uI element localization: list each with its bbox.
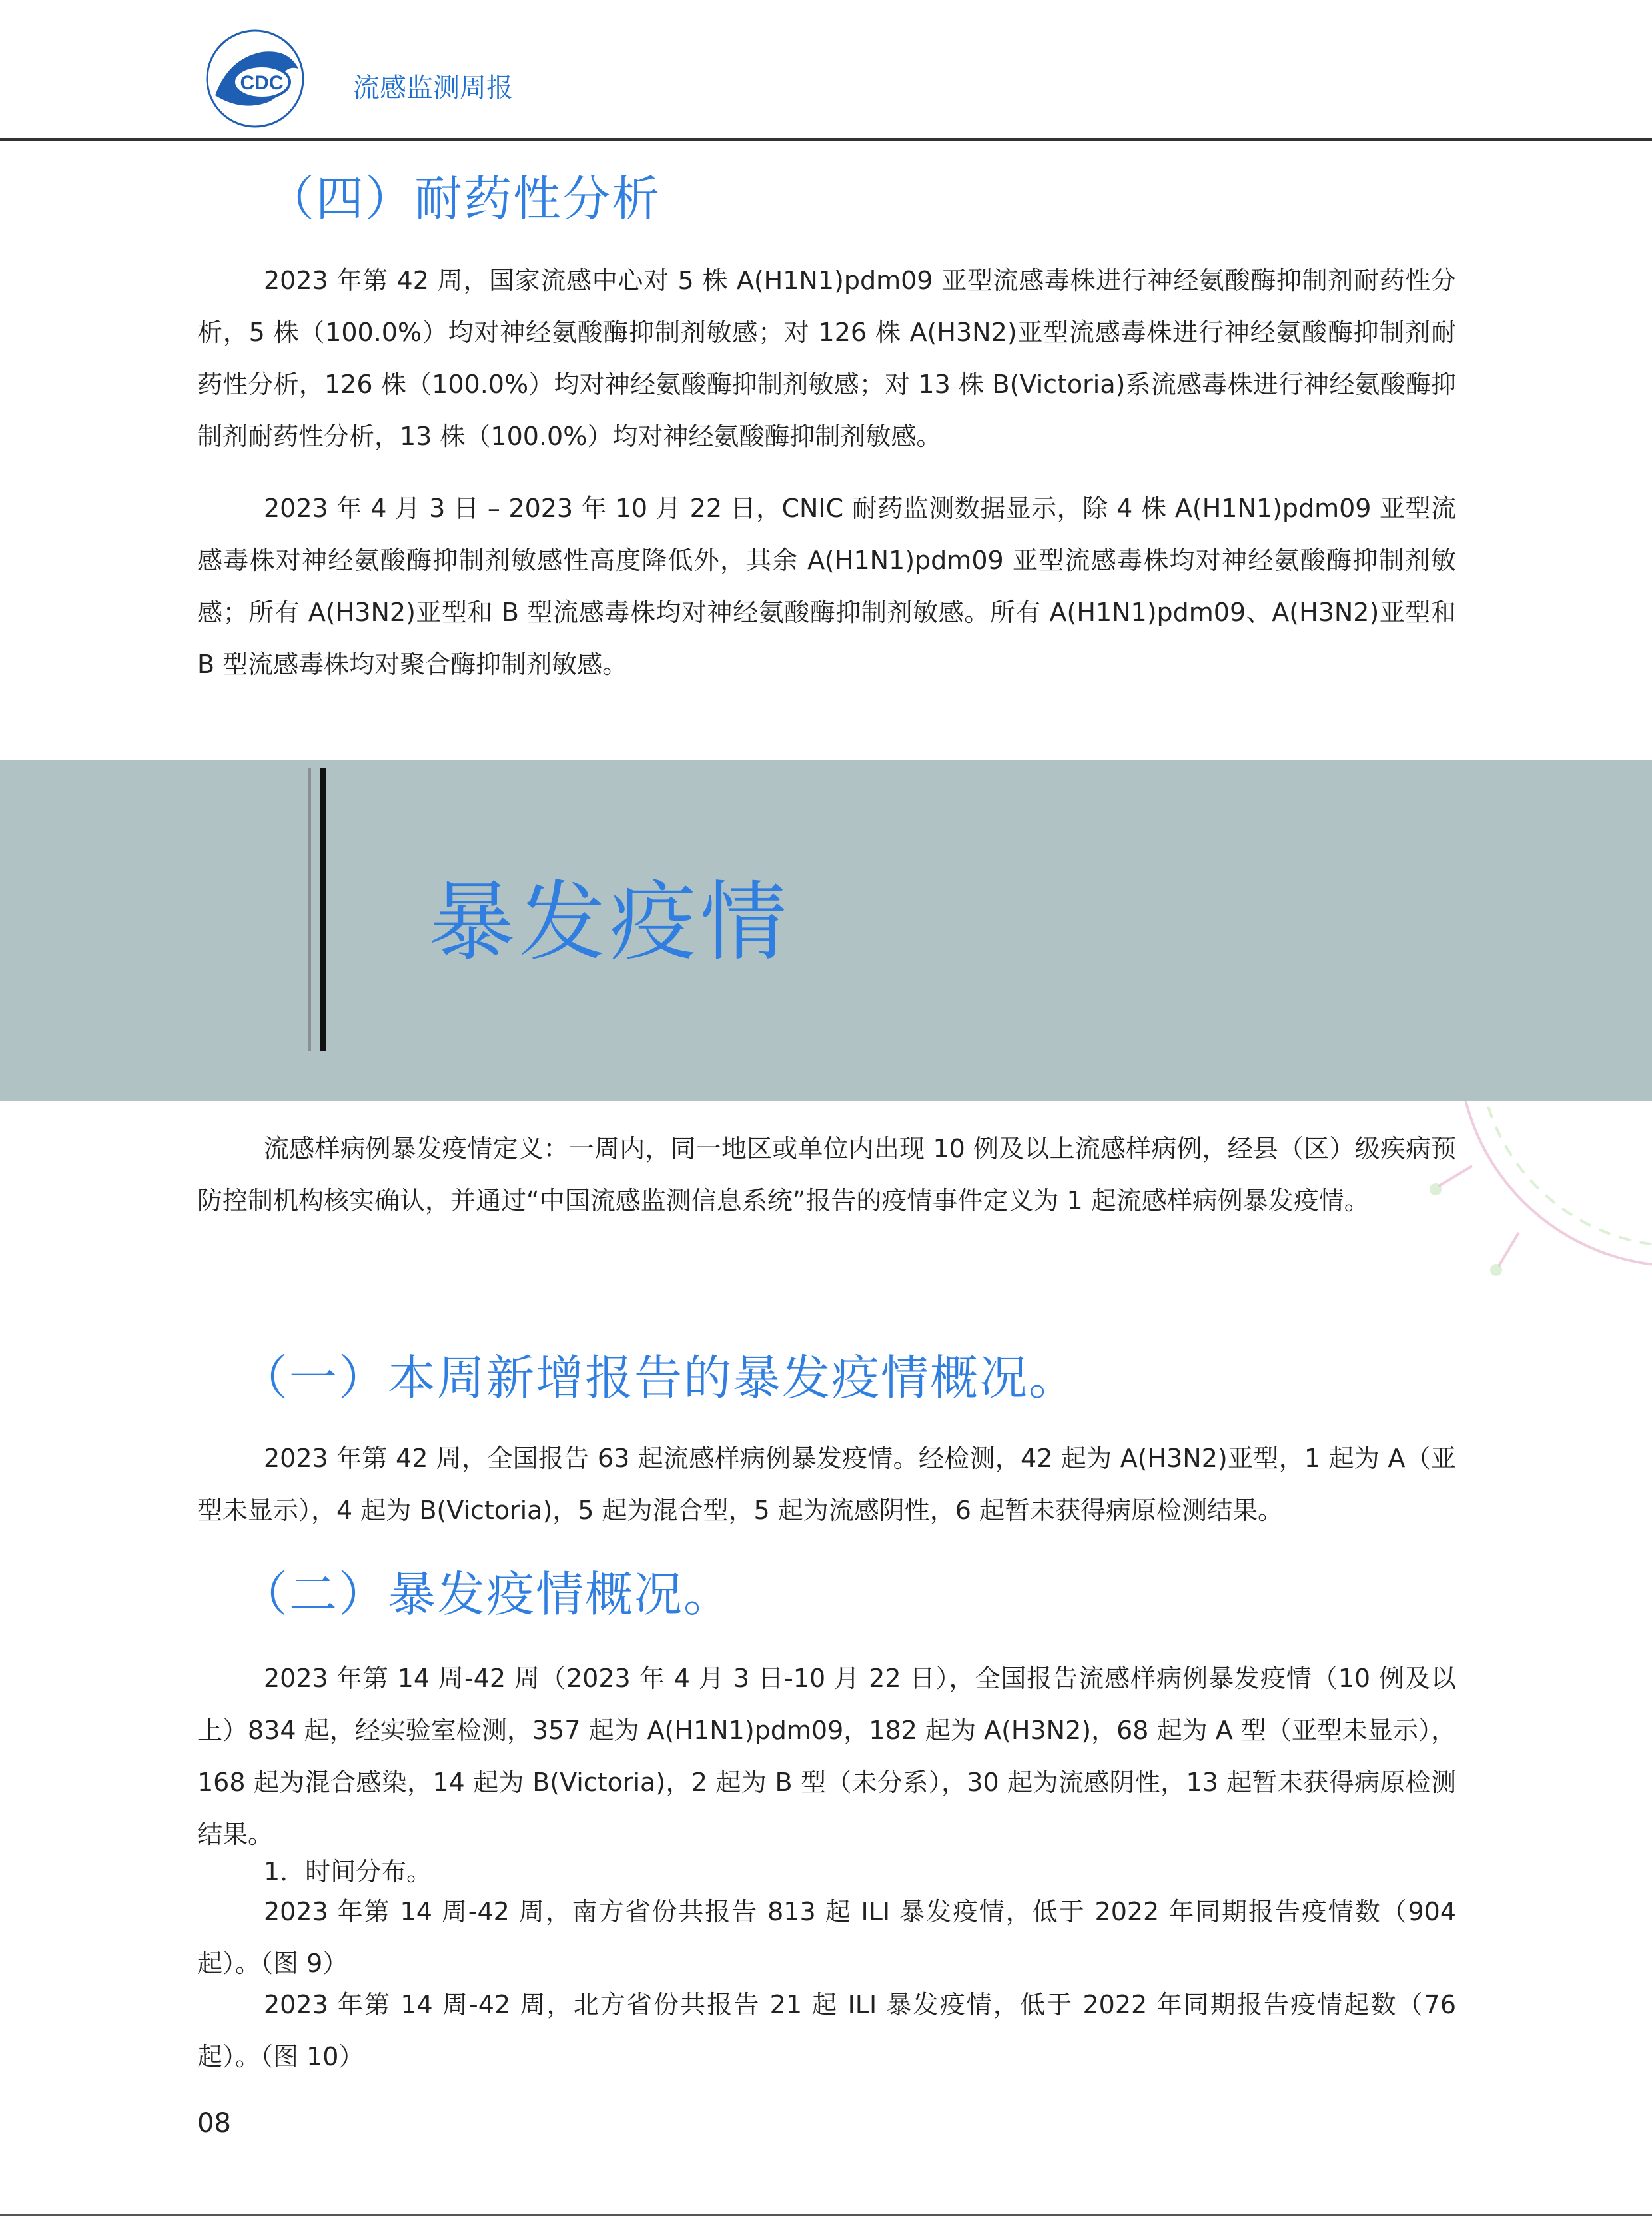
resistance-paragraph-1: 2023 年第 42 周，国家流感中心对 5 株 A(H1N1)pdm09 亚型流感毒株进行神经氨酸酶抑制剂耐药性分析，5 株（100.0%）均对神经氨酸酶抑制剂敏感；对 126 株 A(H3N2)亚型流感毒株进行神经氨酸酶抑制剂耐药性分析，126 株（100.0%）均对神经氨酸酶抑制剂敏感；对 13 株 B(Victoria)系流感毒株进行神经氨酸酶抑制剂耐药性分析，13 株（100.0%）均对神经氨酸酶抑制剂敏感。 <box>197 266 1456 451</box>
north-provinces-paragraph: 2023 年第 14 周-42 周，北方省份共报告 21 起 ILI 暴发疫情，低于 2022 年同期报告疫情起数（76 起）。（图 10） <box>197 1990 1456 2071</box>
weekly-paragraph: 2023 年第 42 周，全国报告 63 起流感样病例暴发疫情。经检测，42 起为 A(H3N2)亚型，1 起为 A（亚型未显示），4 起为 B(Victoria)，5 起为混合型，5 起为流感阴性，6 起暂未获得病原检测结果。 <box>197 1444 1456 1525</box>
cdc-logo-icon <box>189 19 335 132</box>
time-distribution-subheading: 1．时间分布。 <box>264 1857 432 1886</box>
section-heading-resistance: （四）耐药性分析 <box>266 171 661 227</box>
footer-divider <box>0 2214 1652 2216</box>
section-heading-weekly: （一）本周新增报告的暴发疫情概况。 <box>240 1350 1078 1406</box>
section-banner <box>0 760 1652 1101</box>
page-number: 08 <box>197 2108 231 2139</box>
page-header <box>0 0 1652 141</box>
banner-accent-line <box>308 768 311 1051</box>
banner-accent-bar <box>320 768 326 1051</box>
overview-paragraph: 2023 年第 14 周-42 周（2023 年 4 月 3 日-10 月 22 日），全国报告流感样病例暴发疫情（10 例及以上）834 起，经实验室检测，357 起为 A(H1N1)pdm09，182 起为 A(H3N2)，68 起为 A 型（亚型未显示），168 起为混合感染，14 起为 B(Victoria)，2 起为 B 型（未分系），30 起为流感阴性，13 起暂未获得病原检测结果。 <box>197 1664 1456 1849</box>
svg-text:CDC: CDC <box>240 72 284 94</box>
section-heading-overview: （二）暴发疫情概况。 <box>240 1566 733 1622</box>
south-provinces-paragraph: 2023 年第 14 周-42 周，南方省份共报告 813 起 ILI 暴发疫情，低于 2022 年同期报告疫情数（904 起）。（图 9） <box>197 1897 1456 1978</box>
resistance-paragraph-2: 2023 年 4 月 3 日 – 2023 年 10 月 22 日，CNIC 耐药监测数据显示，除 4 株 A(H1N1)pdm09 亚型流感毒株对神经氨酸酶抑制剂敏感性高度降低外，其余 A(H1N1)pdm09 亚型流感毒株均对神经氨酸酶抑制剂敏感；所有 A(H3N2)亚型和 B 型流感毒株均对神经氨酸酶抑制剂敏感。所有 A(H1N1)pdm09、A(H3N2)亚型和 B 型流感毒株均对聚合酶抑制剂敏感。 <box>197 494 1456 679</box>
header-divider <box>0 138 1652 141</box>
outbreak-definition: 流感样病例暴发疫情定义：一周内，同一地区或单位内出现 10 例及以上流感样病例，经县（区）级疾病预防控制机构核实确认，并通过“中国流感监测信息系统”报告的疫情事件定义为 1 起流感样病例暴发疫情。 <box>197 1134 1456 1215</box>
banner-title: 暴发疫情 <box>428 871 791 973</box>
publication-title: 流感监测周报 <box>353 73 513 103</box>
